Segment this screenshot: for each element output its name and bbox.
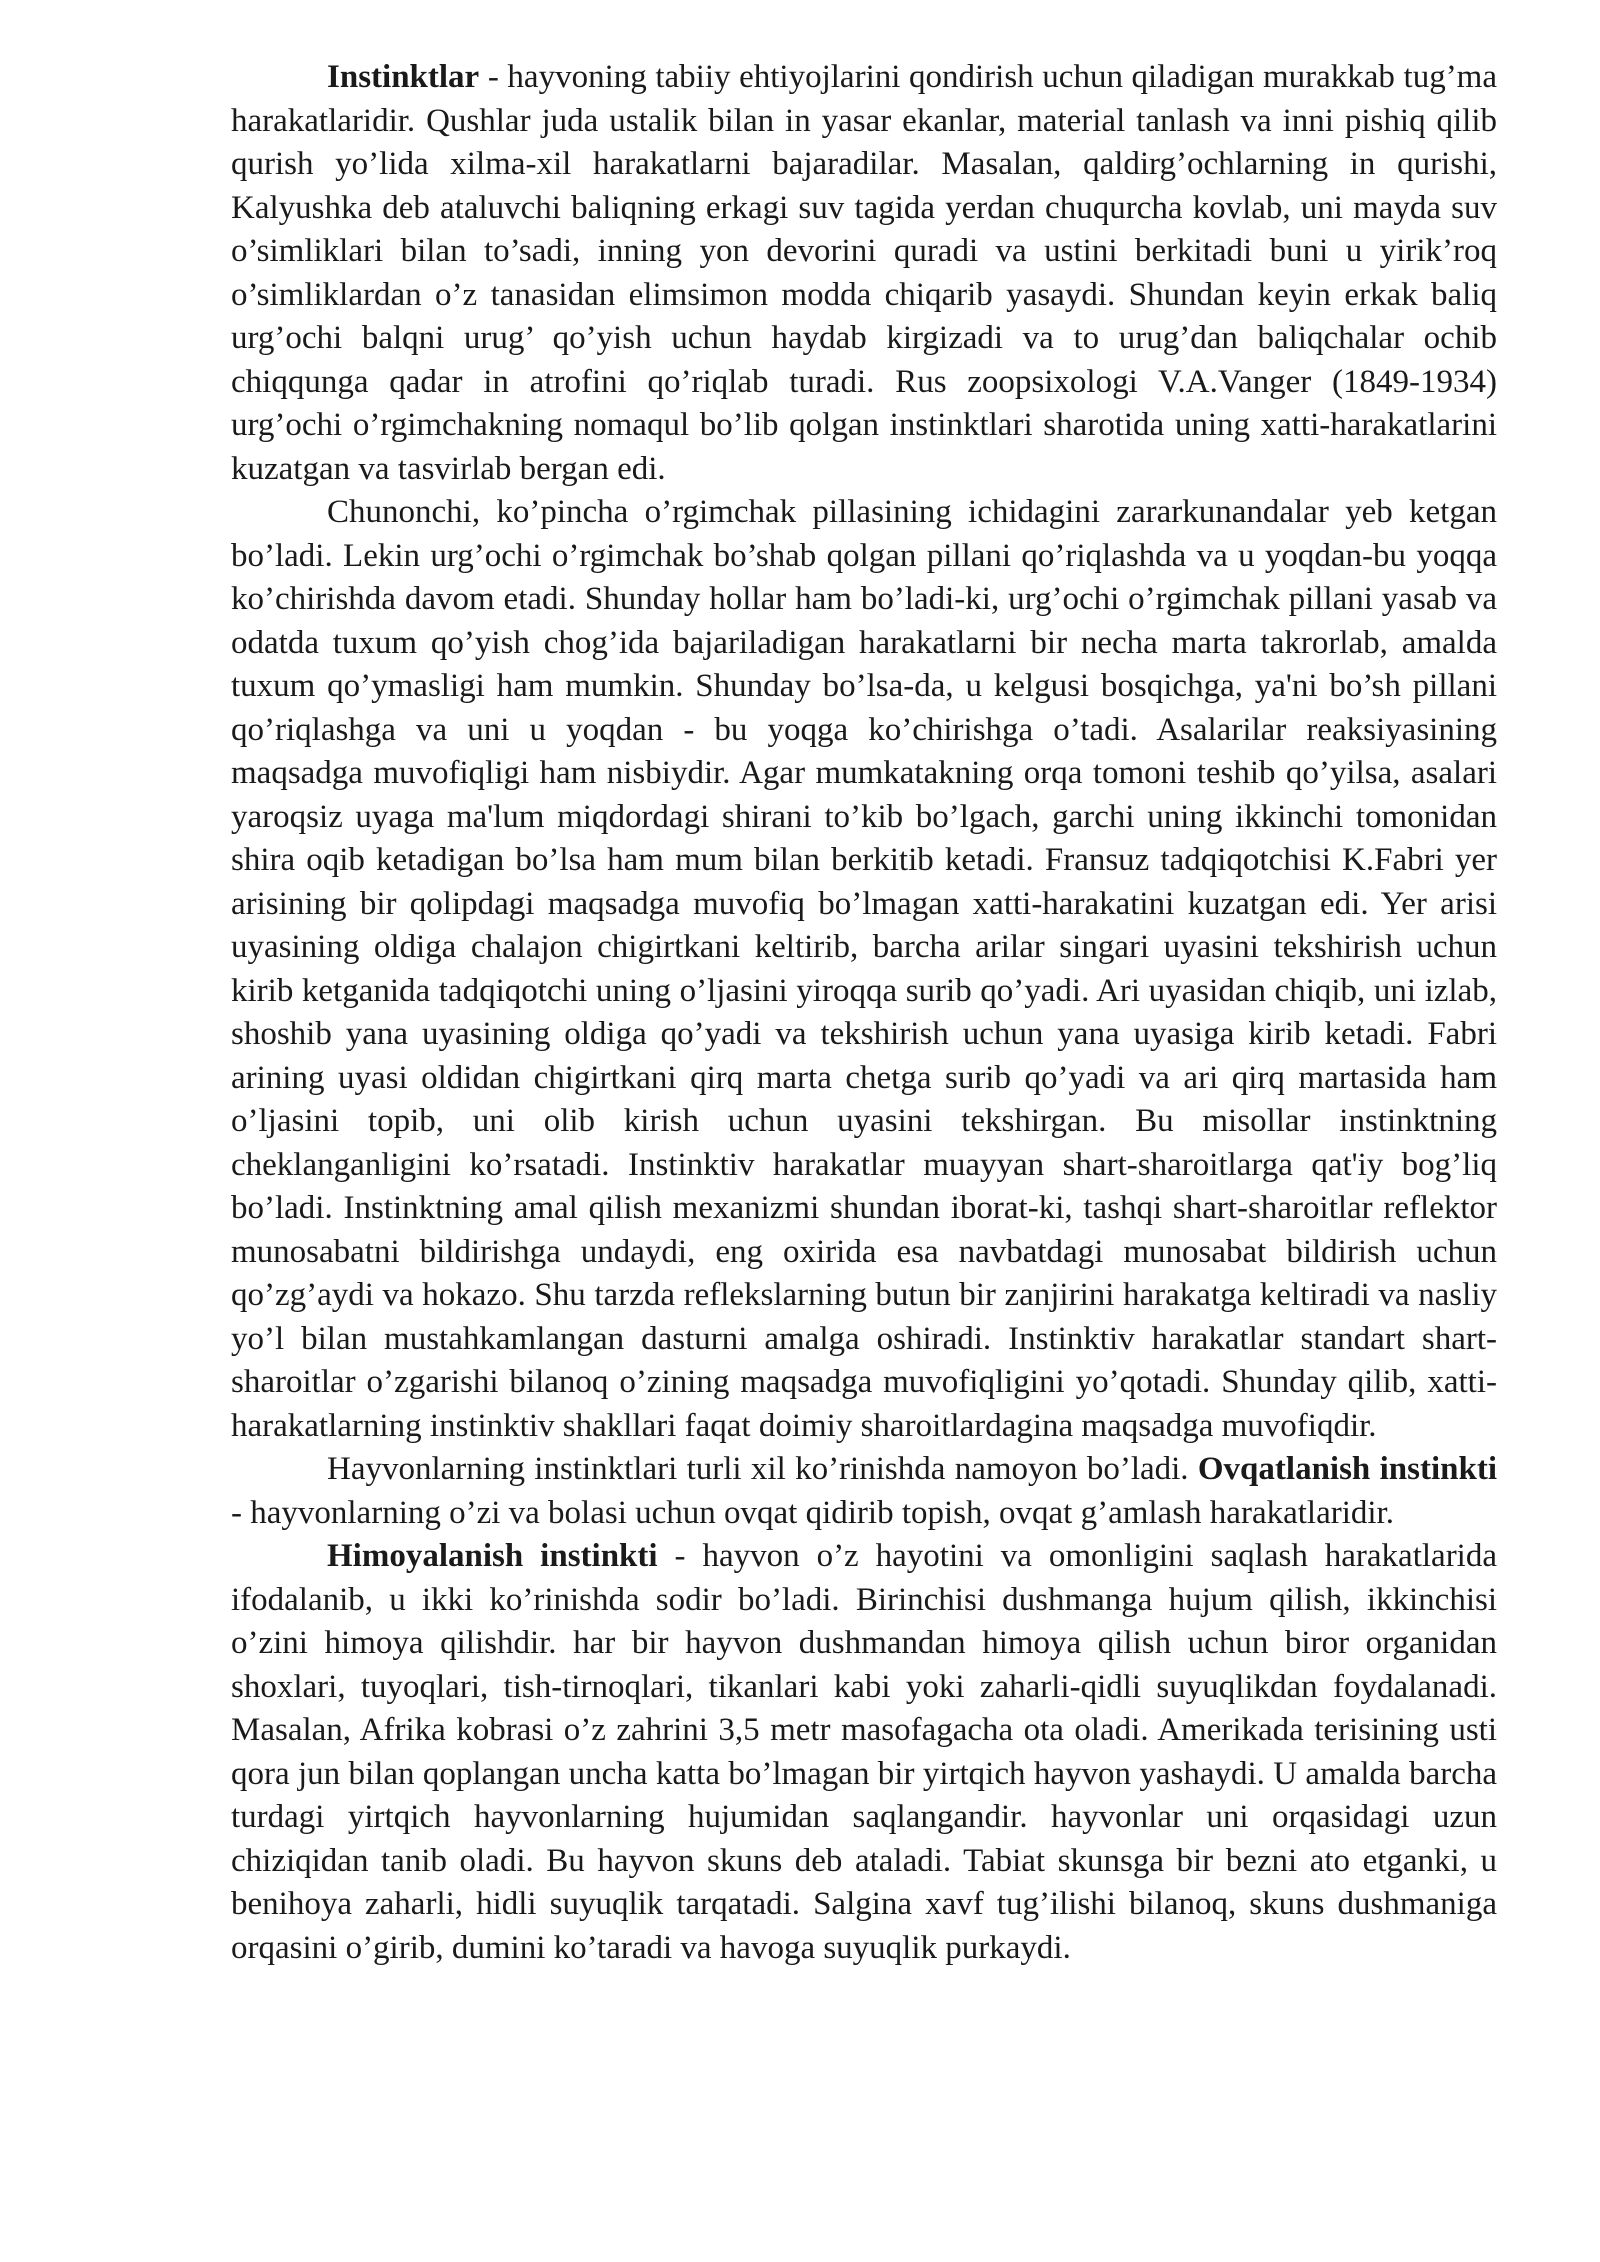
paragraph-text: - hayvon o’z hayotini va omonligini saqlash harakatlarida ifodalanib, u ikki ko’rinishda sodir bo’ladi. Birinchisi dushmanga hujum qilish, ikkinchisi o’zini himoya qilishdir. har bir hayvon dushmandan himoya qilish uchun biror organidan shoxlari, tuyoqlari, tish-tirnoqlari, tikanlari kabi yoki zaharli-qidli suyuqlikdan foydalanadi. Masalan, Afrika kobrasi o’z zahrini 3,5 metr masofagacha ota oladi. Amerikada terisining usti qora jun bilan qoplangan uncha katta bo’lmagan bir yirtqich hayvon yashaydi. U amalda barcha turdagi yirtqich hayvonlarning hujumidan saqlangandir. hayvonlar uni orqasidagi uzun chiziqidan tanib oladi. Bu hayvon skuns deb ataladi. Tabiat skunsga bir bezni ato etganki, u benihoya zaharli, hidli suyuqlik tarqatadi. Salgina xavf tug’ilishi bilanoq, skuns dushmaniga orqasini o’girib, dumini ko’taradi va havoga suyuqlik purkaydi. xyxy=(231,1538,1497,1966)
paragraph-text: Chunonchi, ko’pincha o’rgimchak pillasining ichidagini zararkunandalar yeb ketgan bo’ladi. Lekin urg’ochi o’rgimchak bo’shab qolgan pillani qo’riqlashda va u yoqdan-bu yoqqa ko’chirishda davom etadi. Shunday hollar ham bo’ladi-ki, urg’ochi o’rgimchak pillani yasab va odatda tuxum qo’yish chog’ida bajariladigan harakatlarni bir necha marta takrorlab, amalda tuxum qo’ymasligi ham mumkin. Shunday bo’lsa-da, u kelgusi bosqichga, ya'ni bo’sh pillani qo’riqlashga va uni u yoqdan - bu yoqga ko’chirishga o’tadi. Asalarilar reaksiyasining maqsadga muvofiqligi ham nisbiydir. Agar mumkatakning orqa tomoni teshib qo’yilsa, asalari yaroqsiz uyaga ma'lum miqdordagi shirani to’kib bo’lgach, garchi uning ikkinchi tomonidan shira oqib ketadigan bo’lsa ham mum bilan berkitib ketadi. Fransuz tadqiqotchisi K.Fabri yer arisining bir qolipdagi maqsadga muvofiq bo’lmagan xatti-harakatini kuzatgan edi. Yer arisi uyasining oldiga chalajon chigirtkani keltirib, barcha arilar singari uyasini tekshirish uchun kirib ketganida tadqiqotchi uning o’ljasini yiroqqa surib qo’yadi. Ari uyasidan chiqib, uni izlab, shoshib yana uyasining oldiga qo’yadi va tekshirish uchun yana uyasiga kirib ketadi. Fabri arining uyasi oldidan chigirtkani qirq marta chetga surib qo’yadi va ari qirq martasida ham o’ljasini topib, uni olib kirish uchun uyasini tekshirgan. Bu misollar instinktning cheklanganligini ko’rsatadi. Instinktiv harakatlar muayyan shart-sharoitlarga qat'iy bog’liq bo’ladi. Instinktning amal qilish mexanizmi shundan iborat-ki, tashqi shart-sharoitlar reflektor munosabatni bildirishga undaydi, eng oxirida esa navbatdagi munosabat bildirish uchun qo’zg’aydi va hokazo. Shu tarzda reflekslarning butun bir zanjirini harakatga keltiradi va nasliy yo’l bilan mustahkamlangan dasturni amalga oshiradi. Instinktiv harakatlar standart shart-sharoitlar o’zgarishi bilanoq o’zining maqsadga muvofiqligini yo’qotadi. Shunday qilib, xatti-harakatlarning instinktiv shakllari faqat doimiy sharoitlardagina maqsadga muvofiqdir. xyxy=(231,494,1497,1444)
paragraph-instincts xyxy=(231,56,1497,491)
term-instinktlar: Instinktlar xyxy=(327,59,480,95)
paragraph-text: Hayvonlarning instinktlari turli xil ko’rinishda namoyon bo’ladi. xyxy=(327,1451,1198,1487)
paragraph-text: - hayvoning tabiiy ehtiyojlarini qondirish uchun qiladigan murakkab tug’ma harakatlaridir. Qushlar juda ustalik bilan in yasar ekanlar, material tanlash va inni pishiq qilib qurish yo’lida xilma-xil harakatlarni bajaradilar. Masalan, qaldirg’ochlarning in qurishi, Kalyushka deb ataluvchi baliqning erkagi suv tagida yerdan chuqurcha kovlab, uni mayda suv o’simliklari bilan to’sadi, inning yon devorini quradi va ustini berkitadi buni u yirik’roq o’simliklardan o’z tanasidan elimsimon modda chiqarib yasaydi. Shundan keyin erkak baliq urg’ochi balqni urug’ qo’yish uchun haydab kirgizadi va to urug’dan baliqchalar ochib chiqqunga qadar in atrofini qo’riqlab turadi. Rus zoopsixologi V.A.Vanger (1849-1934) urg’ochi o’rgimchakning nomaqul bo’lib qolgan instinktlari sharotida uning xatti-harakatlarini kuzatgan va tasvirlab bergan edi. xyxy=(231,59,1497,487)
paragraph-text: - hayvonlarning o’zi va bolasi uchun ovqat qidirib topish, ovqat g’amlash harakatlaridir. xyxy=(231,1494,1394,1531)
paragraph-defense-instinct xyxy=(231,1535,1497,1970)
paragraph-feeding-instinct xyxy=(231,1448,1497,1535)
paragraph-examples xyxy=(231,491,1497,1448)
term-ovqatlanish-instinkti: Ovqatlanish instinkti xyxy=(1197,1451,1497,1487)
term-himoyalanish-instinkti: Himoyalanish instinkti xyxy=(327,1538,658,1574)
document-page xyxy=(231,56,1497,1970)
